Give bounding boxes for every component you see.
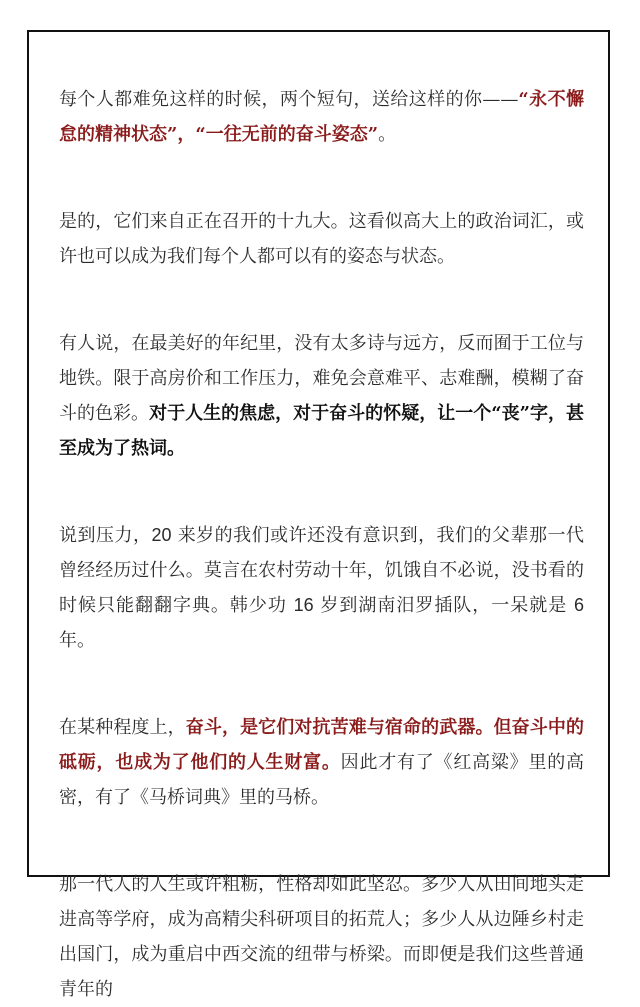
paragraph-4 [59, 518, 584, 658]
text-segment: 那一代人的人生或许粗粝，性格却如此坚忍。多少人从田间地头走进高等学府，成为高精尖科研项目的拓荒人；多少人从边陲乡村走出国门，成为重启中西交流的纽带与桥梁。而即便是我们这些普通青年的 [59, 874, 584, 1000]
paragraph-6 [59, 867, 584, 1007]
text-segment: 是的，它们来自正在召开的十九大。这看似高大上的政治词汇，或许也可以成为我们每个人都可以有的姿态与状态。 [59, 211, 584, 267]
text-segment: 。 [378, 124, 397, 145]
highlight-red-segment: “永不懈怠的精神状态”，“一往无前的奋斗姿态” [59, 89, 585, 145]
number-segment: 6 [573, 595, 584, 615]
number-segment: 16 [293, 595, 314, 615]
highlight-bold-segment: 对于人生的焦虑，对于奋斗的怀疑，让一个“丧”字，甚至成为了热词。 [59, 403, 584, 459]
text-segment: 岁到湖南汨罗插队，一呆就是 [313, 595, 574, 616]
text-segment: 每个人都难免这样的时候，两个短句，送给这样的你—— [59, 89, 519, 110]
paragraph-3 [59, 326, 584, 466]
text-segment: 因此才有了《红高粱》里的高密，有了《马桥词典》里的马桥。 [59, 752, 585, 808]
text-segment: 年。 [59, 630, 95, 651]
article-body [59, 82, 584, 1007]
paragraph-5 [59, 710, 584, 815]
page-frame [27, 30, 610, 1000]
text-segment: 说到压力， [59, 525, 152, 546]
number-segment: 20 [151, 525, 172, 545]
text-segment: 在某种程度上， [59, 717, 186, 738]
highlight-red-segment: 奋斗，是它们对抗苦难与宿命的武器。但奋斗中的砥砺，也成为了他们的人生财富。 [59, 717, 584, 773]
paragraph-2 [59, 204, 584, 274]
paragraph-1 [59, 82, 584, 152]
text-segment: 来岁的我们或许还没有意识到，我们的父辈那一代曾经经历过什么。莫言在农村劳动十年，饥饿自不必说，没书看的时候只能翻翻字典。韩少功 [59, 525, 584, 616]
text-segment: 有人说，在最美好的年纪里，没有太多诗与远方，反而囿于工位与地铁。限于高房价和工作压力，难免会意难平、志难酬，模糊了奋斗的色彩。 [59, 333, 584, 424]
